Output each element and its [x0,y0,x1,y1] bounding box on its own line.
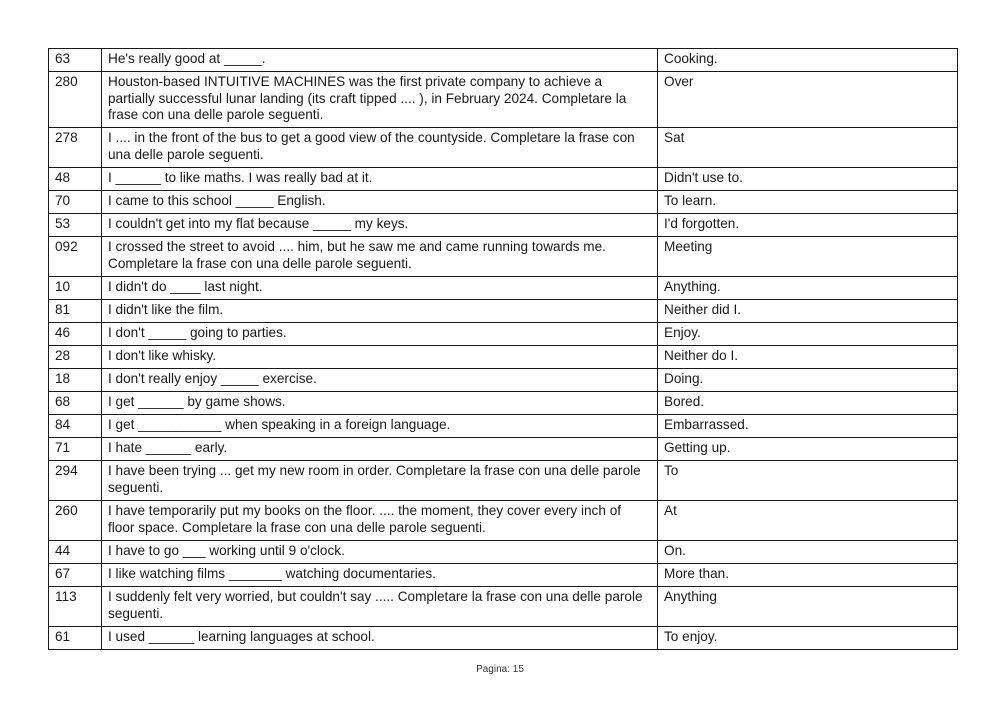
row-answer: Enjoy. [658,323,958,346]
row-answer: Neither did I. [658,300,958,323]
row-number: 68 [49,392,102,415]
table-row [49,72,958,128]
row-number: 44 [49,541,102,564]
row-question: I suddenly felt very worried, but couldn't say ..... Completare la frase con una delle parole seguenti. [102,587,658,627]
row-question: I don't like whisky. [102,346,658,369]
row-number: 46 [49,323,102,346]
row-number: 53 [49,214,102,237]
row-answer: To enjoy. [658,627,958,650]
table-row [49,392,958,415]
row-question: I couldn't get into my flat because _____ my keys. [102,214,658,237]
row-answer: To [658,461,958,501]
row-answer: To learn. [658,191,958,214]
row-answer: Anything [658,587,958,627]
quiz-table [48,48,958,650]
row-number: 294 [49,461,102,501]
row-question: I don't _____ going to parties. [102,323,658,346]
table-row [49,168,958,191]
row-answer: I'd forgotten. [658,214,958,237]
row-question: I ______ to like maths. I was really bad at it. [102,168,658,191]
table-row [49,191,958,214]
row-question: I have temporarily put my books on the floor. .... the moment, they cover every inch of floor space. Completare la frase con una delle parole seguenti. [102,501,658,541]
row-answer: At [658,501,958,541]
table-row [49,369,958,392]
row-question: I like watching films _______ watching documentaries. [102,564,658,587]
row-answer: Bored. [658,392,958,415]
row-question: I have to go ___ working until 9 o'clock. [102,541,658,564]
row-number: 71 [49,438,102,461]
table-row [49,438,958,461]
table-row [49,323,958,346]
row-question: I hate ______ early. [102,438,658,461]
row-answer: Anything. [658,277,958,300]
row-number: 70 [49,191,102,214]
row-question: Houston-based INTUITIVE MACHINES was the first private company to achieve a partially successful lunar landing (its craft tipped .... ), in February 2024. Completare la frase con una delle parole seguenti. [102,72,658,128]
row-number: 67 [49,564,102,587]
row-question: I crossed the street to avoid .... him, but he saw me and came running towards me. Completare la frase con una delle parole seguenti. [102,237,658,277]
table-row [49,627,958,650]
table-row [49,501,958,541]
row-number: 113 [49,587,102,627]
row-question: I have been trying ... get my new room in order. Completare la frase con una delle parole seguenti. [102,461,658,501]
row-question: He's really good at _____. [102,49,658,72]
table-row [49,564,958,587]
table-row [49,300,958,323]
row-answer: Doing. [658,369,958,392]
row-number: 28 [49,346,102,369]
table-row [49,461,958,501]
row-number: 092 [49,237,102,277]
row-number: 260 [49,501,102,541]
row-question: I came to this school _____ English. [102,191,658,214]
row-answer: Neither do I. [658,346,958,369]
row-question: I don't really enjoy _____ exercise. [102,369,658,392]
table-row [49,49,958,72]
row-number: 61 [49,627,102,650]
row-number: 280 [49,72,102,128]
row-question: I used ______ learning languages at school. [102,627,658,650]
table-row [49,587,958,627]
row-question: I get ___________ when speaking in a foreign language. [102,415,658,438]
page-number-footer: Pagina: 15 [476,664,524,675]
table-row [49,541,958,564]
row-number: 18 [49,369,102,392]
table-row [49,214,958,237]
row-number: 10 [49,277,102,300]
row-question: I didn't do ____ last night. [102,277,658,300]
table-row [49,128,958,168]
row-number: 63 [49,49,102,72]
row-answer: Cooking. [658,49,958,72]
quiz-table-body [49,49,958,650]
row-answer: Sat [658,128,958,168]
row-answer: Over [658,72,958,128]
table-row [49,237,958,277]
row-number: 278 [49,128,102,168]
row-answer: More than. [658,564,958,587]
row-answer: On. [658,541,958,564]
row-number: 84 [49,415,102,438]
row-answer: Getting up. [658,438,958,461]
row-question: I get ______ by game shows. [102,392,658,415]
row-question: I didn't like the film. [102,300,658,323]
row-answer: Didn't use to. [658,168,958,191]
row-answer: Embarrassed. [658,415,958,438]
table-row [49,346,958,369]
row-question: I .... in the front of the bus to get a good view of the countyside. Completare la frase con una delle parole seguenti. [102,128,658,168]
row-number: 48 [49,168,102,191]
row-answer: Meeting [658,237,958,277]
row-number: 81 [49,300,102,323]
table-row [49,277,958,300]
table-row [49,415,958,438]
